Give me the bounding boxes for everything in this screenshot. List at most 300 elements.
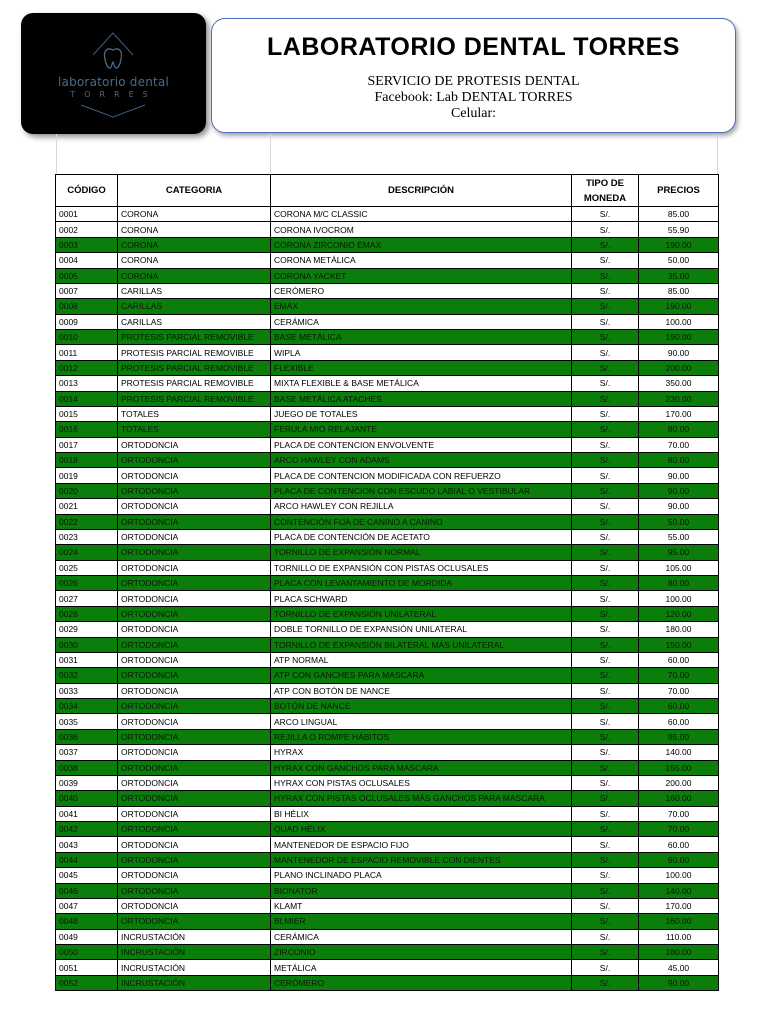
cell-descripcion: HYRAX CON PISTAS OCLUSALES MÁS GANCHOS PARA MASCARA	[271, 791, 572, 806]
cell-moneda: S/.	[572, 268, 639, 283]
table-row	[56, 883, 719, 898]
cell-codigo: 0017	[56, 437, 118, 452]
cell-moneda: S/.	[572, 806, 639, 821]
table-row	[56, 806, 719, 821]
cell-descripcion: PLACA CON LEVANTAMIENTO DE MORDIDA	[271, 576, 572, 591]
cell-codigo: 0039	[56, 775, 118, 790]
cell-descripcion: ARCO HAWLEY CON REJILLA	[271, 499, 572, 514]
cell-codigo: 0002	[56, 222, 118, 237]
cell-codigo: 0051	[56, 960, 118, 975]
cell-categoria: ORTODONCIA	[118, 791, 271, 806]
table-row	[56, 360, 719, 375]
column-header-precios: PRECIOS	[639, 175, 719, 207]
table-row	[56, 545, 719, 560]
cell-codigo: 0043	[56, 837, 118, 852]
cell-descripcion: DOBLE TORNILLO DE EXPANSIÓN UNILATERAL	[271, 622, 572, 637]
cell-precio: 100.00	[639, 591, 719, 606]
cell-moneda: S/.	[572, 683, 639, 698]
table-row	[56, 253, 719, 268]
cell-categoria: ORTODONCIA	[118, 775, 271, 790]
cell-categoria: ORTODONCIA	[118, 745, 271, 760]
header-box	[211, 18, 736, 133]
cell-descripcion: CORONA M/C CLASSIC	[271, 207, 572, 222]
table-row	[56, 822, 719, 837]
cell-categoria: CARILLAS	[118, 314, 271, 329]
cell-precio: 105.00	[639, 560, 719, 575]
cell-descripcion: TORNILLO DE EXPANSIÓN NORMAL	[271, 545, 572, 560]
cell-moneda: S/.	[572, 576, 639, 591]
cell-precio: 50.00	[639, 514, 719, 529]
cell-descripcion: PLACA DE CONTENCION CON ESCUDO LABIAL O VESTIBULAR	[271, 483, 572, 498]
cell-moneda: S/.	[572, 883, 639, 898]
cell-moneda: S/.	[572, 699, 639, 714]
cell-precio: 170.00	[639, 406, 719, 421]
cell-precio: 95.00	[639, 545, 719, 560]
cell-categoria: INCRUSTACIÓN	[118, 960, 271, 975]
cell-moneda: S/.	[572, 822, 639, 837]
cell-descripcion: ATP NORMAL	[271, 652, 572, 667]
cell-categoria: ORTODONCIA	[118, 699, 271, 714]
cell-precio: 160.00	[639, 791, 719, 806]
cell-descripcion: CERÓMERO	[271, 283, 572, 298]
cell-codigo: 0021	[56, 499, 118, 514]
cell-descripcion: BASE METÁLICA ATACHES	[271, 391, 572, 406]
cell-categoria: ORTODONCIA	[118, 529, 271, 544]
cell-codigo: 0040	[56, 791, 118, 806]
cell-descripcion: CERÁMICA	[271, 314, 572, 329]
cell-codigo: 0047	[56, 898, 118, 913]
table-row	[56, 745, 719, 760]
cell-precio: 230.00	[639, 391, 719, 406]
table-row	[56, 299, 719, 314]
cell-descripcion: QUAD HÉLIX	[271, 822, 572, 837]
cell-precio: 55.90	[639, 222, 719, 237]
cell-categoria: ORTODONCIA	[118, 883, 271, 898]
cell-descripcion: CERÁMICA	[271, 929, 572, 944]
cell-moneda: S/.	[572, 222, 639, 237]
cell-categoria: INCRUSTACIÓN	[118, 945, 271, 960]
table-row	[56, 898, 719, 913]
cell-codigo: 0001	[56, 207, 118, 222]
cell-precio: 35.00	[639, 268, 719, 283]
cell-precio: 190.00	[639, 330, 719, 345]
cell-codigo: 0023	[56, 529, 118, 544]
table-row	[56, 529, 719, 544]
cell-codigo: 0003	[56, 237, 118, 252]
table-row	[56, 699, 719, 714]
cell-categoria: PROTESIS PARCIAL REMOVIBLE	[118, 330, 271, 345]
cell-codigo: 0016	[56, 422, 118, 437]
cell-codigo: 0037	[56, 745, 118, 760]
cell-descripcion: MIXTA FLEXIBLE & BASE METÁLICA	[271, 376, 572, 391]
table-row	[56, 714, 719, 729]
cell-codigo: 0034	[56, 699, 118, 714]
cell-moneda: S/.	[572, 622, 639, 637]
cell-precio: 60.00	[639, 652, 719, 667]
cell-categoria: ORTODONCIA	[118, 683, 271, 698]
cell-descripcion: HYRAX CON PISTAS OCLUSALES	[271, 775, 572, 790]
cell-precio: 80.00	[639, 453, 719, 468]
cell-moneda: S/.	[572, 914, 639, 929]
cell-codigo: 0025	[56, 560, 118, 575]
cell-precio: 110.00	[639, 929, 719, 944]
table-row	[56, 391, 719, 406]
cell-categoria: ORTODONCIA	[118, 453, 271, 468]
table-row	[56, 437, 719, 452]
cell-categoria: ORTODONCIA	[118, 606, 271, 621]
cell-codigo: 0036	[56, 729, 118, 744]
cell-moneda: S/.	[572, 637, 639, 652]
cell-categoria: ORTODONCIA	[118, 837, 271, 852]
cell-codigo: 0046	[56, 883, 118, 898]
cell-categoria: ORTODONCIA	[118, 560, 271, 575]
cell-precio: 90.00	[639, 468, 719, 483]
cell-descripcion: FERULA MIO RELAJANTE	[271, 422, 572, 437]
cell-precio: 60.00	[639, 699, 719, 714]
table-row	[56, 852, 719, 867]
cell-codigo: 0044	[56, 852, 118, 867]
cell-categoria: ORTODONCIA	[118, 545, 271, 560]
cell-descripcion: ARCO HAWLEY CON ADAMS	[271, 453, 572, 468]
cell-precio: 60.00	[639, 837, 719, 852]
cell-codigo: 0052	[56, 975, 118, 990]
cell-categoria: CARILLAS	[118, 283, 271, 298]
cell-precio: 190.00	[639, 237, 719, 252]
cell-moneda: S/.	[572, 868, 639, 883]
cell-categoria: ORTODONCIA	[118, 898, 271, 913]
cell-categoria: CORONA	[118, 237, 271, 252]
cell-categoria: ORTODONCIA	[118, 729, 271, 744]
cell-moneda: S/.	[572, 283, 639, 298]
service-line: SERVICIO DE PROTESIS DENTAL	[367, 74, 580, 89]
cell-descripcion: ATP CON BOTÓN DE NANCE	[271, 683, 572, 698]
cell-descripcion: HYRAX CON GANCHOS PARA MASCARA	[271, 760, 572, 775]
cell-precio: 70.00	[639, 668, 719, 683]
cell-precio: 180.00	[639, 622, 719, 637]
cell-moneda: S/.	[572, 760, 639, 775]
cell-precio: 80.00	[639, 422, 719, 437]
cell-descripcion: PLANO INCLINADO PLACA	[271, 868, 572, 883]
cell-precio: 90.00	[639, 975, 719, 990]
cell-categoria: ORTODONCIA	[118, 852, 271, 867]
cell-categoria: CORONA	[118, 253, 271, 268]
cell-moneda: S/.	[572, 652, 639, 667]
cell-descripcion: CORONA METÁLICA	[271, 253, 572, 268]
table-row	[56, 652, 719, 667]
cell-descripcion: ATP CON GANCHES PARA MASCARA	[271, 668, 572, 683]
cell-moneda: S/.	[572, 852, 639, 867]
table-row	[56, 591, 719, 606]
table-body	[56, 207, 719, 991]
cell-precio: 120.00	[639, 606, 719, 621]
cell-moneda: S/.	[572, 330, 639, 345]
cell-precio: 155.00	[639, 760, 719, 775]
table-row	[56, 837, 719, 852]
cell-categoria: ORTODONCIA	[118, 760, 271, 775]
table-row	[56, 483, 719, 498]
table-row	[56, 760, 719, 775]
cell-codigo: 0031	[56, 652, 118, 667]
cell-moneda: S/.	[572, 483, 639, 498]
cell-codigo: 0007	[56, 283, 118, 298]
cell-categoria: ORTODONCIA	[118, 914, 271, 929]
cell-codigo: 0020	[56, 483, 118, 498]
cell-precio: 45.00	[639, 960, 719, 975]
cell-precio: 140.00	[639, 745, 719, 760]
cell-codigo: 0010	[56, 330, 118, 345]
cell-categoria: ORTODONCIA	[118, 637, 271, 652]
cell-precio: 180.00	[639, 945, 719, 960]
cell-categoria: ORTODONCIA	[118, 622, 271, 637]
cell-codigo: 0022	[56, 514, 118, 529]
cell-descripcion: JUEGO DE TOTALES	[271, 406, 572, 421]
cell-categoria: ORTODONCIA	[118, 483, 271, 498]
cell-moneda: S/.	[572, 499, 639, 514]
cell-descripcion: REJILLA O ROMPE HÁBITOS	[271, 729, 572, 744]
cell-codigo: 0030	[56, 637, 118, 652]
cell-precio: 90.00	[639, 852, 719, 867]
table-row	[56, 791, 719, 806]
cell-codigo: 0026	[56, 576, 118, 591]
cell-codigo: 0004	[56, 253, 118, 268]
cell-categoria: ORTODONCIA	[118, 576, 271, 591]
table-row	[56, 975, 719, 990]
cell-codigo: 0024	[56, 545, 118, 560]
phone-line: Celular:	[450, 106, 497, 121]
cell-moneda: S/.	[572, 960, 639, 975]
cell-moneda: S/.	[572, 529, 639, 544]
cell-moneda: S/.	[572, 422, 639, 437]
cell-codigo: 0012	[56, 360, 118, 375]
table-row	[56, 406, 719, 421]
cell-precio: 85.00	[639, 283, 719, 298]
cell-precio: 70.00	[639, 683, 719, 698]
cell-precio: 90.00	[639, 345, 719, 360]
cell-precio: 160.00	[639, 914, 719, 929]
facebook-line: Facebook: Lab DENTAL TORRES	[374, 90, 573, 105]
cell-moneda: S/.	[572, 345, 639, 360]
table-row	[56, 499, 719, 514]
cell-categoria: ORTODONCIA	[118, 499, 271, 514]
cell-descripcion: MANTENEDOR DE ESPACIO FIJO	[271, 837, 572, 852]
column-header-categoria: CATEGORIA	[118, 175, 271, 207]
logo-line1: laboratorio dental	[57, 75, 169, 89]
cell-categoria: CORONA	[118, 268, 271, 283]
cell-categoria: INCRUSTACIÓN	[118, 929, 271, 944]
cell-codigo: 0029	[56, 622, 118, 637]
table-row	[56, 683, 719, 698]
table-row	[56, 929, 719, 944]
cell-categoria: ORTODONCIA	[118, 868, 271, 883]
cell-codigo: 0028	[56, 606, 118, 621]
cell-categoria: PROTESIS PARCIAL REMOVIBLE	[118, 360, 271, 375]
cell-precio: 200.00	[639, 775, 719, 790]
cell-categoria: ORTODONCIA	[118, 822, 271, 837]
cell-codigo: 0011	[56, 345, 118, 360]
cell-descripcion: EMAX	[271, 299, 572, 314]
table-row	[56, 314, 719, 329]
cell-categoria: PROTESIS PARCIAL REMOVIBLE	[118, 345, 271, 360]
cell-moneda: S/.	[572, 745, 639, 760]
cell-moneda: S/.	[572, 437, 639, 452]
cell-moneda: S/.	[572, 207, 639, 222]
table-row	[56, 237, 719, 252]
cell-codigo: 0014	[56, 391, 118, 406]
cell-precio: 90.00	[639, 499, 719, 514]
table-row	[56, 668, 719, 683]
column-header-moneda: TIPO DE MONEDA	[572, 175, 639, 207]
table-row	[56, 914, 719, 929]
cell-precio: 200.00	[639, 360, 719, 375]
cell-categoria: INCRUSTACIÓN	[118, 975, 271, 990]
cell-moneda: S/.	[572, 714, 639, 729]
cell-moneda: S/.	[572, 406, 639, 421]
cell-precio: 100.00	[639, 868, 719, 883]
cell-moneda: S/.	[572, 391, 639, 406]
cell-categoria: CORONA	[118, 222, 271, 237]
cell-descripcion: PLACA DE CONTENCION ENVOLVENTE	[271, 437, 572, 452]
cell-moneda: S/.	[572, 606, 639, 621]
cell-moneda: S/.	[572, 560, 639, 575]
cell-descripcion: BI HÉLIX	[271, 806, 572, 821]
cell-moneda: S/.	[572, 376, 639, 391]
cell-precio: 80.00	[639, 576, 719, 591]
cell-categoria: ORTODONCIA	[118, 652, 271, 667]
table-row	[56, 606, 719, 621]
cell-codigo: 0015	[56, 406, 118, 421]
cell-descripcion: MANTENEDOR DE ESPACIO REMOVIBLE CON DIENTES	[271, 852, 572, 867]
cell-precio: 190.00	[639, 299, 719, 314]
cell-codigo: 0018	[56, 453, 118, 468]
table-row	[56, 453, 719, 468]
table-row	[56, 960, 719, 975]
table-row	[56, 222, 719, 237]
cell-codigo: 0042	[56, 822, 118, 837]
cell-descripcion: BOTÓN DE NANCE	[271, 699, 572, 714]
cell-codigo: 0035	[56, 714, 118, 729]
cell-precio: 140.00	[639, 883, 719, 898]
table-row	[56, 560, 719, 575]
cell-descripcion: PLACA DE CONTENCION MODIFICADA CON REFUERZO	[271, 468, 572, 483]
cell-descripcion: PLACA SCHWARD	[271, 591, 572, 606]
cell-moneda: S/.	[572, 729, 639, 744]
cell-descripcion: BASE METÁLICA	[271, 330, 572, 345]
cell-categoria: ORTODONCIA	[118, 468, 271, 483]
cell-descripcion: CORONA YACKET	[271, 268, 572, 283]
cell-categoria: ORTODONCIA	[118, 591, 271, 606]
cell-codigo: 0049	[56, 929, 118, 944]
table-row	[56, 868, 719, 883]
cell-moneda: S/.	[572, 668, 639, 683]
cell-codigo: 0050	[56, 945, 118, 960]
cell-precio: 150.00	[639, 637, 719, 652]
cell-descripcion: TORNILLO DE EXPANSIÓN BILATERAL MÁS UNILATERAL	[271, 637, 572, 652]
table-row	[56, 945, 719, 960]
cell-codigo: 0048	[56, 914, 118, 929]
table-row	[56, 514, 719, 529]
cell-codigo: 0008	[56, 299, 118, 314]
column-header-codigo: CÓDIGO	[56, 175, 118, 207]
cell-precio: 70.00	[639, 806, 719, 821]
cell-categoria: TOTALES	[118, 406, 271, 421]
cell-categoria: ORTODONCIA	[118, 668, 271, 683]
cell-moneda: S/.	[572, 253, 639, 268]
table-row	[56, 376, 719, 391]
table-row	[56, 729, 719, 744]
cell-moneda: S/.	[572, 453, 639, 468]
cell-precio: 60.00	[639, 714, 719, 729]
column-header-descripcion: DESCRIPCIÓN	[271, 175, 572, 207]
table-row	[56, 283, 719, 298]
cell-moneda: S/.	[572, 468, 639, 483]
cell-codigo: 0019	[56, 468, 118, 483]
cell-descripcion: BIONATOR	[271, 883, 572, 898]
cell-moneda: S/.	[572, 775, 639, 790]
cell-codigo: 0013	[56, 376, 118, 391]
cell-moneda: S/.	[572, 237, 639, 252]
cell-codigo: 0027	[56, 591, 118, 606]
cell-moneda: S/.	[572, 791, 639, 806]
cell-codigo: 0033	[56, 683, 118, 698]
cell-descripcion: BLMIER	[271, 914, 572, 929]
cell-precio: 100.00	[639, 314, 719, 329]
cell-precio: 85.00	[639, 207, 719, 222]
cell-descripcion: HYRAX	[271, 745, 572, 760]
table-row	[56, 422, 719, 437]
cell-precio: 170.00	[639, 898, 719, 913]
cell-moneda: S/.	[572, 545, 639, 560]
cell-moneda: S/.	[572, 514, 639, 529]
cell-precio: 55.00	[639, 529, 719, 544]
table-row	[56, 622, 719, 637]
table-row	[56, 207, 719, 222]
cell-descripcion: ZIRCONIO	[271, 945, 572, 960]
logo	[21, 13, 206, 134]
cell-categoria: CORONA	[118, 207, 271, 222]
cell-precio: 70.00	[639, 822, 719, 837]
table-row	[56, 775, 719, 790]
cell-codigo: 0005	[56, 268, 118, 283]
cell-categoria: ORTODONCIA	[118, 437, 271, 452]
cell-descripcion: WIPLA	[271, 345, 572, 360]
cell-descripcion: TORNILLO DE EXPANSIÓN UNILATERAL	[271, 606, 572, 621]
cell-codigo: 0045	[56, 868, 118, 883]
cell-codigo: 0032	[56, 668, 118, 683]
cell-moneda: S/.	[572, 314, 639, 329]
cell-descripcion: PLACA DE CONTENCIÓN DE ACETATO	[271, 529, 572, 544]
cell-descripcion: CERÓMERO	[271, 975, 572, 990]
table-row	[56, 468, 719, 483]
table-row	[56, 345, 719, 360]
page-title: LABORATORIO DENTAL TORRES	[267, 33, 680, 61]
cell-descripcion: TORNILLO DE EXPANSIÓN CON PISTAS OCLUSALES	[271, 560, 572, 575]
cell-moneda: S/.	[572, 837, 639, 852]
logo-line2: TORRES	[70, 90, 157, 99]
cell-precio: 90.00	[639, 483, 719, 498]
cell-descripcion: CORONA ZIRCONIO EMAX	[271, 237, 572, 252]
cell-categoria: TOTALES	[118, 422, 271, 437]
cell-descripcion: METÁLICA	[271, 960, 572, 975]
cell-moneda: S/.	[572, 360, 639, 375]
table-row	[56, 330, 719, 345]
cell-descripcion: CONTENCIÓN FIJA DE CANINO A CANINO	[271, 514, 572, 529]
table-row	[56, 268, 719, 283]
tooth-triangle-icon	[21, 13, 206, 134]
cell-categoria: PROTESIS PARCIAL REMOVIBLE	[118, 391, 271, 406]
cell-descripcion: CORONA IVOCROM	[271, 222, 572, 237]
cell-moneda: S/.	[572, 929, 639, 944]
cell-moneda: S/.	[572, 591, 639, 606]
